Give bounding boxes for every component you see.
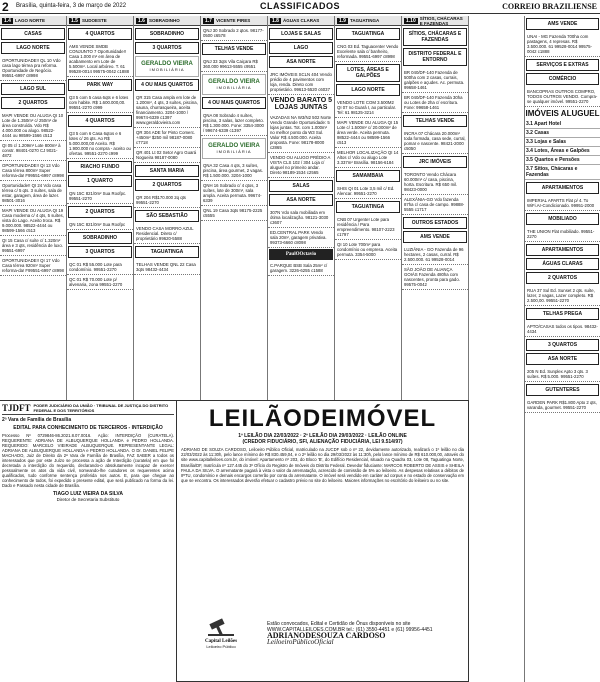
subcategory-4-mais-quartos: 4 OU MAIS QUARTOS	[135, 79, 199, 91]
subcategory-santa-maria: SANTA MARIA	[135, 165, 199, 177]
column-sudoeste	[67, 16, 133, 400]
subcategory-mobiliado: MOBILIADO	[526, 213, 599, 225]
subcategory-2-quartos: 2 QUARTOS	[135, 179, 199, 191]
subcategory-riacho-fundo: RIACHO FUNDO	[68, 161, 132, 173]
page-number: 2	[2, 0, 9, 14]
classified-ad: QR 304 ADE for Pinto Comerc. +450m² $250 mil 98187-0080 c7718	[134, 128, 200, 148]
subcategory-lago-norte: LAGO NORTE	[1, 42, 65, 54]
classified-ad: QNH 16 Sobrado c/ 4 qtos, 3 suítes, lote de 300m², sala ampla. Aceita permuta. 99674-6339	[201, 181, 267, 206]
subcategory-salas: SALAS	[269, 180, 333, 192]
subcategory-sitios-chacaras: SÍTIOS, CHÁCARAS E FAZENDAS	[403, 28, 467, 46]
subcategory-jrc-imoveis: JRC IMÓVEIS	[403, 156, 467, 168]
classified-ad: JRC IMÓVEIS SCLN 404 Vendo prédio de 4 pavimentos com loja, renda. Direto com proprietário. 99613-5520 c6037	[268, 70, 334, 95]
court-logo: TJDFT	[2, 403, 31, 413]
subcategory-apartamentos: APARTAMENTOS	[526, 244, 599, 256]
classified-ad: VAZADAS NA W3/N2 502 Norte Vendo Grande Oportunidade: 5 lojas juntas. Tot. com 1.000m² no melhor ponto da W3 Sul. Valor R$ 4.500.000. Aceita proposta. Fone: 98178-8000 c2865	[268, 113, 334, 153]
subcategory-asa-norte: ASA NORTE	[526, 353, 599, 365]
category-header: 1.10 SÍTIOS, CHÁCARAS E FAZENDAS	[402, 16, 468, 26]
classified-ad: QN 15C 821/0m² Sua Roofpc. 99551-2270	[67, 189, 133, 204]
classified-ad: Q3 5 com 6 Casa 6qtos e 6 lotes c/ 26 qts. Ao R$ 5.000.000,00 Aceito. R$ 1.900.000 no compra - aceito ou ofertas. 99551-2270 c999	[67, 129, 133, 159]
classified-ad: VENDO OU ALUGO PRÉDIO A VISTA CLS 102 / 304 Loja c/ aluguel no primeiro andar. Direto 98189-1534 c2565	[268, 153, 334, 178]
subcategory-park-way: PARK WAY	[68, 79, 132, 91]
classified-ad: QR 401 Lt 02 Setor Agro Guará Nogueira 98187-0080	[134, 148, 200, 163]
subcategory-4-quartos: 4 QUARTOS	[68, 115, 132, 127]
classified-ad: MELHOR LOCALIZAÇÃO QI 14 Altos c/ Vdo ou alugo Lote 3.337m² Brasília. 98156-6184	[335, 148, 401, 168]
category-header: 1.9 TAGUATINGA	[335, 16, 401, 26]
subcategory-samambaia: SAMAMBAIA	[336, 170, 400, 182]
page-header	[0, 0, 600, 14]
category-header: 1.5 SUDOESTE	[67, 16, 133, 26]
classified-ad: RUA 37 Sul Ed. Sunset 2 qts. suíte, lazer, 2 vagas, Lazer completo. R$ 2.500,00. 99551-2270	[525, 286, 600, 306]
subcategory-sao-sebastiao: SÃO SEBASTIÃO	[135, 210, 199, 222]
column-aguas-claras	[268, 16, 334, 400]
subcategory-4-quartos: 4 QUARTOS	[68, 28, 132, 40]
classified-ad: QR 315 Casa ampla em lote de 1.200m², 4 qts, 3 suítes, piscina, sauna, churrasqueira, aceita financiamento. 3204-1000 / 99674-6339 c1397 www.geraldovieira.com	[134, 93, 200, 128]
category-header: 1.7 VICENTE PIRES	[201, 16, 267, 26]
page-date: Brasília, quinta-feira, 3 de março de 2022	[16, 3, 127, 9]
subcategory-ams-vende: AMS VENDE	[526, 18, 599, 30]
classified-ad: Oportunidade!! QI 24 Vdo casa térrea c/ 5 qts. 3 suítes, sala de estar, garagem, área de lazer. 98501-3016	[0, 181, 66, 206]
auctioneer-name: ADRIANODESOUZA CARDOSO	[267, 631, 386, 640]
classified-ad: QI 10 Lote 700m² para condomínio ou empresa. Aceita permuta. 3354-5000	[335, 240, 401, 260]
category-header: 1.8 ÁGUAS CLARAS	[268, 16, 334, 26]
subcategory-3-quartos: 3 QUARTOS	[526, 339, 599, 351]
subcategory-apartamentos: APARTAMENTOS	[526, 182, 599, 194]
geraldo-vieira-logo: GERALDO VIEIRA IMOBILIÁRIA	[135, 56, 199, 77]
gavel-icon	[206, 617, 236, 637]
classified-ad: THE UNION Flat mobiliado. 99551-2270	[525, 227, 600, 242]
classified-ad: QN 15C 821/0m² Sua Roofpc	[67, 220, 133, 230]
classified-ad: APTO/CASAS todos os tipos. 98432-4434	[525, 322, 600, 337]
subcategory-lotes: LOTES, ÁREAS E GALPÕES	[336, 64, 400, 82]
classified-ad: QNJ 33 3qts Vila Caiçara R$ 360.000 99613-5555 c9551	[201, 57, 267, 72]
section-title-imoveis-aluguel: IMÓVEIS ALUGUEL	[525, 109, 600, 118]
column-sitios	[402, 16, 468, 400]
column-taguatinga	[335, 16, 401, 400]
classified-ad: LUZIÂNIA - GO Fazenda de 96 hectares, 2 casas, curral. R$ 2.500.000. 61 99528-0014	[402, 245, 468, 265]
subcategory-telhas-prega: TELHAS PREGA	[526, 308, 599, 320]
classified-ad: CNG 03 Ed. Taguacenter Vendo Excelente sala c/ banheiro, reformada. 99551-6997 c8998	[335, 42, 401, 62]
subcategory-taguatinga: TAGUATINGA	[135, 246, 199, 258]
column-vicente-pires	[201, 16, 267, 400]
vara-name: 2ª Vara de Família de Brasília	[2, 417, 72, 423]
classified-ad: UNAI - MG Fazenda 700ha com pastagens, 4 represas. R$ 3.500.000. 61 99528-0014 99575-0042 c1888	[525, 32, 600, 57]
subcategory-gutenteres: GUTENTERES	[526, 384, 599, 396]
rent-category-item: 3.1 Apart Hotel	[525, 120, 600, 129]
classified-ad: BR 040/DF-140 Fazenda de 500ha com 2 casas, currais, galpões e açudes. Ac. permuta. 99658-1461	[402, 68, 468, 93]
classified-ad: VENDO CASA MORRO AZUL Residencial. Direto c/ proprietário 99620-5588	[134, 224, 200, 244]
edital-text: Processo Nº 0729846-86.2021.8.07.0016. Ação: INTERDIÇÃO (CURATELA). REQUERENTE: ADRIANA DE ALBUQUERQUE HOLLANDA e PEDRO HOLLANDA. REQUERIDO: MARCELO VIEIRADE ALBUQUERQUE. REPRESENTANTE LEGAL: ADRIANA DE ALBUQUERQUE HOLLANDA e PEDRO HOLLANDA. O Dr. DANIEL FELIPE MACHADO, Juiz de Direito da 2ª Vara de Família de Brasília, FAZ SABER a todos os interessados que por este Juízo se processa a ação de Interdição (curatela) em que foi decretada a interdição do requerido, declarando-o absolutamente incapaz de exercer pessoalmente os atos da vida civil, nomeando-lhe curadores os requerentes acima qualificados, tudo conforme sentença proferida nos autos. E, para que chegue ao conhecimento de todos, foi expedido o presente edital, que será publicado na forma da lei. Dado e Passado nesta cidade de Brasília.	[2, 433, 174, 488]
subcategory-ams-vende: AMS VENDE	[403, 231, 467, 243]
signature-role: Diretor de Secretaria Substituto	[56, 497, 120, 502]
classified-ad: INCRA 07 Chácara 20.000m² toda formada, casa sede, curral, pomar e nascente. 98421-2000 c5050	[402, 129, 468, 154]
subcategory-taguatinga: TAGUATINGA	[336, 28, 400, 40]
subcategory-lago-norte: LAGO NORTE	[336, 84, 400, 96]
court-subtitle: PODER JUDICIÁRIO DA UNIÃO · TRIBUNAL DE JUSTIÇA DO DISTRITO FEDERAL E DOS TERRITÓRIOS	[33, 403, 169, 413]
subcategory-lago-sul: LAGO SUL	[1, 83, 65, 95]
rent-category-list	[525, 120, 600, 180]
auctioneer-role: LeiloeiroPúblicoOficial	[267, 638, 334, 646]
subcategory-2-quartos: 2 QUARTOS	[68, 206, 132, 218]
classified-ad: C.PARQUE BSB Sala 25m² c/ garagem. 3226-6255 c1588	[268, 261, 334, 276]
geraldo-vieira-logo: GERALDO VIEIRA IMOBILIÁRIA	[202, 138, 266, 159]
classified-ad: QR 204 R$170.000 2q qts 99551-2270	[134, 193, 200, 208]
geraldo-vieira-logo: GERALDO VIEIRA IMOBILIÁRIA	[202, 74, 266, 95]
auction-subtitle: (CREDOR FIDUCIÁRIO, SFI, ALIENAÇÃO FIDUCIÁRIA, LEI 9.514/97)	[242, 439, 403, 445]
classified-ad: OPORTUNIDADE!! QL 10 Vdo casa lago térrea pra reforma. Oportunidade de Negócio. 99551-6997 c8998	[0, 56, 66, 81]
subcategory-asa-norte: ASA NORTE	[269, 194, 333, 206]
classified-ad: ALEXÂNIA-GO Vdo fazenda 87ha c/ casa de campo. 99888-5555 c1717	[402, 195, 468, 215]
subcategory-3-quartos: 3 QUARTOS	[68, 246, 132, 258]
column-lago-norte	[0, 16, 66, 400]
edital-heading: EDITAL PARA CONHECIMENTO DE TERCEIROS - INTERDIÇÃO	[13, 425, 163, 431]
subcategory-aguas-claras: ÁGUAS CLARAS	[526, 258, 599, 270]
classified-ad: OPORTUNIDADE!! QI 13 Vdo Casa térrea 800m² Super reforma-da! F99551-6997 c8998	[0, 161, 66, 181]
auction-title: LEILÃODEIMÓVEL	[208, 405, 437, 432]
classified-ad: BR 040/DF-140 Fazenda 30ha ou Lotes de 2ha c/ escritura. Fone: 99658-1461	[402, 93, 468, 113]
category-header: 1.6 SOBRADINHO	[134, 16, 200, 26]
subcategory-taguatinga: TAGUATINGA	[336, 201, 400, 213]
auction-dates: 1º LEILÃO DIA 22/03/2022 · 2º LEILÃO DIA 29/03/2022 · LEILÃO ONLINE	[238, 433, 407, 439]
subcategory-sobradinho: SOBRADINHO	[135, 28, 199, 40]
auction-footer-text: Estão convocados, Edital e Certidão de Ônus disponíveis no site WWW.CAPITALLEILOES.COM.BR tel.: (61) 3550-4451 e (61) 99956-4451	[267, 621, 433, 633]
subcategory-servicos: SERVIÇOS E EXTRAS	[526, 59, 599, 71]
classified-ad: BANCOPRAS OUTROS COMPRO, TODOS OUTROS VENDO. Compra-se qualquer imóvel. 99551-2270	[525, 87, 600, 107]
auction-notice	[176, 400, 469, 682]
classified-ad: 307N Vdo sala mobiliada em ótima localização. 98121-3030 c3607	[268, 208, 334, 228]
column-aluguel	[469, 16, 600, 682]
classified-ad: MAPI VENDE OU ALUGA QI 15 Lote c/ 1.500m² c/ 20.000m² de área verde. Aceita permuta. 98522-4444 ou 98599-1566 c513	[335, 118, 401, 148]
classified-ad: ED.CENTRAL PARK Vendo sala 20m², garagem privativa. 99373-6660 c8098	[268, 228, 334, 248]
classified-ad: QNA 32 Casa 4 qts, 3 suítes, piscina, área gourmet, 2 vagas. R$ 1.500.000. 3204-1000	[201, 161, 267, 181]
classified-ad: SÃO JOÃO DE ALIANÇA GOIÁS Fazenda 480ha com nascentes, pronta para gado. 99575-0042	[402, 265, 468, 290]
classified-ad: GARDEN PARK R$1.800 Apto 2 qts, varanda, gourmet. 99551-2270	[525, 398, 600, 413]
classified-ad: 205 N Ed. Sunplex Apto 3 qts. 3 suítes. R$ 5.000. 99551-2270	[525, 367, 600, 382]
classified-ad: QNA 08 Sobrado 4 suítes, piscina, 3 salas, lazer completo. R$ 1.300.000. Fone: 3354-3000 / 99674-6339 c1397	[201, 111, 267, 136]
rent-category-item: 3.3 Lojas e Salas	[525, 138, 600, 147]
subcategory-3-quartos: 3 QUARTOS	[135, 42, 199, 54]
ad-headline: VENDO BARATO 5 LOJAS JUNTAS	[270, 97, 332, 111]
subcategory-telhas-vende: TELHAS VENDE	[202, 43, 266, 55]
classified-ad: AMS VENDE SMDB CONJUNTO 7 Oportunidade!! Casa 1.000 m² em área de acabamento em Lote de 5.500m². Local arbóreo. T. 61 99528-0014 99575-0042 c1888	[67, 42, 133, 77]
rent-category-item: 3.7 Sítios, Chácaras e Fazendas	[525, 165, 600, 180]
subcategory-lago: LAGO	[269, 42, 333, 54]
subcategory-comercio: COMÉRCIO	[526, 73, 599, 85]
classified-ad: TORONTO Vendo Chácara 60.000m² c/ casa, piscina, horta. Escritura. R$ 650 mil. 98423-0000	[402, 170, 468, 195]
legal-notice	[0, 400, 176, 682]
subcategory-2-quartos: 2 QUARTOS	[1, 97, 65, 109]
classified-ad: TELHAS VENDE QNL 22 Casa 3qts 98432-4434	[134, 260, 200, 275]
classified-ad: IMPERIAL APARTS Flat p/ 4. To WiFi.Ar-Condicionado. 99951-2000	[525, 196, 600, 211]
classified-ad: MAPI VENDE OU ALUGA QI 10 Lote de 1.350m² c/ 250m² de área construída. Vdo R$ 4.000.000 ou alugo. 98522-4444 ou 98599-1566 c513	[0, 111, 66, 141]
classified-ad: QNL 19 Casa 3qts 98175-2225 c5555	[201, 206, 267, 221]
subcategory-telhas-vende: TELHAS VENDE	[403, 115, 467, 127]
classified-ad: SHIS QI 01 Lote 3,5 mil c/ Ed. Alencar. 99551-2270	[335, 184, 401, 199]
rent-category-item: 3.2 Casas	[525, 129, 600, 138]
classified-ad: MAPI VENDE OU ALUGA QI 19 Casa moderna c/ 4 qts, 5 suítes, vista do Lago. Aceito troca. R$ 9.000.000. 98522-4444 ou 98599-1566 c513	[0, 206, 66, 236]
rent-category-item: 3.5 Quartos e Pensões	[525, 156, 600, 165]
classified-ad: QI 15 Casa c/ suíte c/ 1.320m² área e 3 qts, residência de luxo. 99551-6997	[0, 236, 66, 256]
classified-ad: VENDO LOTE COM 3.500M2 QI 07 no Guará I, ao particular. Tel: 61 98125-3214	[335, 98, 401, 118]
signature-name: TIAGO LUIZ VIEIRA DA SILVA	[53, 491, 123, 497]
newspaper-brand: CORREIO BRAZILIENSE	[502, 2, 597, 11]
subcategory-df-entorno: DISTRITO FEDERAL E ENTORNO	[403, 48, 467, 66]
capital-leiloes-logo: Capital Leilões Leiloeiro Público	[181, 617, 261, 649]
category-header: 1.4 LAGO NORTE	[0, 16, 66, 26]
column-sobradinho	[134, 16, 200, 400]
paulo-octavio-logo: PaulOOctavio	[269, 249, 333, 260]
subcategory-outros-estados: OUTROS ESTADOS	[403, 217, 467, 229]
classified-ad: Q3 5 com 5 casa 6qts e 6 lotes com habite. R$ 1.600.000,00. 99551-2270 c999	[67, 93, 133, 113]
auction-body: ADRIANO DE SOUZA CARDOSO, Leiloeiro Público Oficial, matriculado na JUCDF sob o nº 22, devidamente autorizado, realizará o 1º leilão no dia 22/03/2022 às 11:30h, pelo lance mínimo de R$ 830.459,04, e o 2º leilão no dia 29/03/2022 às 11:30h, pelo lance mínimo de R$ 610.000,00, através do site www.capitalleiloes.com.br, do imóvel: Apartamento nº 203, do Bloco 'B', do Edifício Residencial, situado na Quadra 03, Lote 08, Taguatinga Norte, Brasília/DF, matrícula nº 127.445 do 3º Ofício do Registro de Imóveis do Distrito Federal. Devedor fiduciante: MARCOS ROBERTO DE ASSIS e SHEILA PAULA DA SILVA. O arrematante pagará à vista o valor da arrematação, acrescido de comissão de 5% ao leiloeiro. As despesas relativas a débitos de IPTU, condomínio e demais encargos correrão por conta do arrematante. O imóvel será vendido em caráter ad corpus e no estado de conservação em que se encontra. Os interessados deverão efetuar o cadastro prévio no site do leiloeiro. Maiores informações no escritório do leiloeiro ou no site.	[181, 447, 464, 484]
subcategory-sobradinho: SOBRADINHO	[68, 232, 132, 244]
rent-category-item: 3.4 Lotes, Áreas e Galpões	[525, 147, 600, 156]
subcategory-asa-norte: ASA NORTE	[269, 56, 333, 68]
subcategory-lojas-salas: LOJAS E SALAS	[269, 28, 333, 40]
classified-ad: CNB 07 Urgente! Lote para residência / Para empreendimento. 98107-2223 c1797	[335, 215, 401, 240]
classified-ad: QNJ 30 Sobrado 2 qtos. 98177-0500 c6578	[201, 26, 267, 41]
subcategory-4-mais-quartos: 4 OU MAIS QUARTOS	[202, 97, 266, 109]
subcategory-casas: CASAS	[1, 28, 65, 40]
subcategory-1-quarto: 1 QUARTO	[68, 175, 132, 187]
classified-ad: QC 01 R$ 70.000 Lote p/ alvenaria, zona 99551-2270	[67, 275, 133, 290]
classified-ad: QI 05 c/ 1.209m² Lote 800m² à constr. 98401-0270 CJ 9021-4872	[0, 141, 66, 161]
classified-ad: OPORTUNIDADE!! QI 17 Vdo Casa térrea 920m² Super reforma-da! F99551-6997 c8998	[0, 256, 66, 276]
section-title: CLASSIFICADOS	[259, 1, 340, 11]
classified-ad: QC 01 R$ 55.000 Lote para condomínio. 99551-2270	[67, 260, 133, 275]
subcategory-2-quartos: 2 QUARTOS	[526, 272, 599, 284]
